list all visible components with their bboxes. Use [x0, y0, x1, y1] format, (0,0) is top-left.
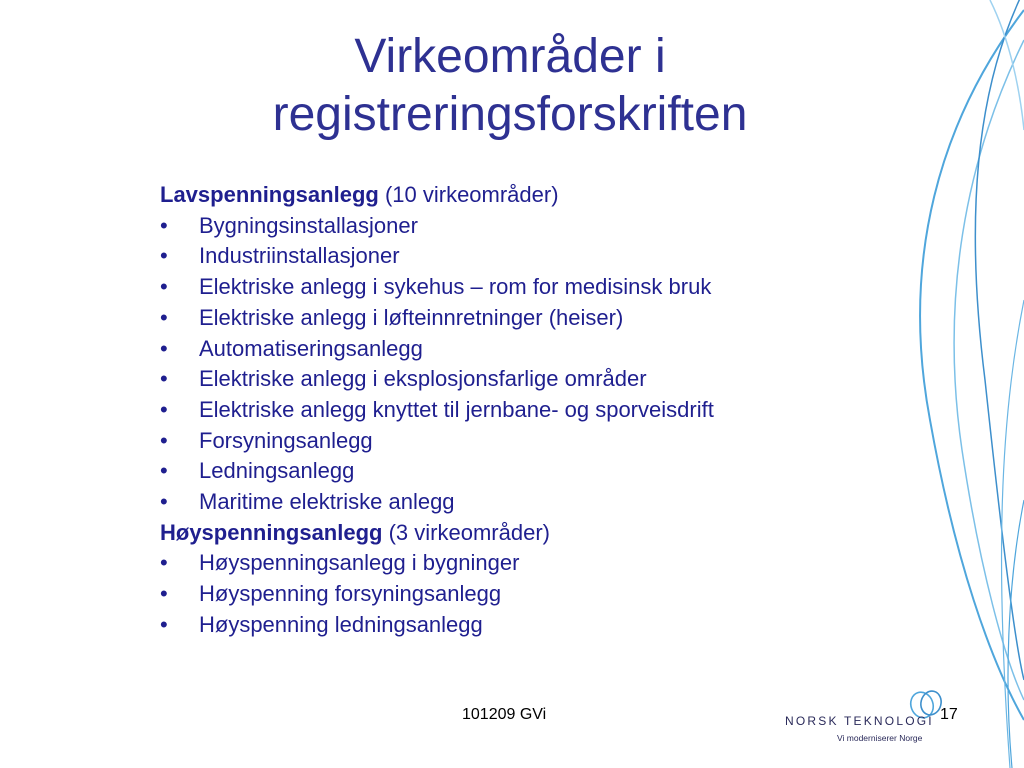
footer-date-code: 101209 GVi: [462, 706, 547, 723]
list-item: [160, 610, 860, 641]
section-heading-count: (10 virkeområder): [378, 182, 559, 207]
bullet-glyph: •: [160, 611, 168, 637]
company-logo: [785, 688, 945, 748]
slide-body: [160, 180, 860, 641]
section-heading-bold: Lavspenningsanlegg: [160, 182, 379, 207]
list-item-text: Elektriske anlegg i eksplosjonsfarlige områder: [199, 366, 647, 392]
section-heading-high-voltage: [160, 518, 860, 549]
bullet-glyph: •: [160, 489, 168, 515]
page-number: 17: [940, 706, 958, 723]
bullet-glyph: •: [160, 581, 168, 607]
curve-4: [990, 0, 1024, 130]
bullet-glyph: •: [160, 427, 168, 453]
slide-title: [130, 28, 890, 144]
list-item-text: Ledningsanlegg: [199, 458, 355, 484]
section-heading-count: (3 virkeområder): [382, 519, 550, 545]
list-item-text: Bygningsinstallasjoner: [199, 212, 418, 238]
bullet-glyph: •: [160, 212, 168, 238]
section-heading-bold: Høyspenningsanlegg: [160, 519, 383, 545]
list-item: [160, 579, 860, 610]
list-item: [160, 426, 860, 457]
list-item-text: Høyspenning forsyningsanlegg: [199, 581, 502, 607]
list-item: [160, 334, 860, 365]
bullet-glyph: •: [160, 366, 168, 392]
bullet-glyph: •: [160, 304, 168, 330]
list-item: [160, 364, 860, 395]
title-line-1: Virkeområder i: [354, 30, 666, 83]
list-item-text: Maritime elektriske anlegg: [199, 489, 455, 515]
curve-2: [954, 40, 1024, 700]
list-item-text: Forsyningsanlegg: [199, 427, 373, 453]
list-item: [160, 241, 860, 272]
list-item-text: Høyspenningsanlegg i bygninger: [199, 550, 520, 576]
logo-name: NORSK TEKNOLOGI: [785, 714, 934, 728]
bullet-glyph: •: [160, 243, 168, 269]
section-heading-low-voltage: [160, 180, 860, 211]
list-item: [160, 395, 860, 426]
list-item-text: Automatiseringsanlegg: [199, 335, 423, 361]
logo-tagline: Vi moderniserer Norge: [837, 733, 923, 743]
bullet-glyph: •: [160, 396, 168, 422]
list-item-text: Høyspenning ledningsanlegg: [199, 611, 483, 637]
title-line-2: registreringsforskriften: [272, 88, 748, 141]
list-item: [160, 211, 860, 242]
list-item-text: Industriinstallasjoner: [199, 243, 400, 269]
list-item: [160, 487, 860, 518]
list-item: [160, 272, 860, 303]
list-item: [160, 456, 860, 487]
list-item: [160, 548, 860, 579]
list-item-text: Elektriske anlegg i løfteinnretninger (heiser): [199, 304, 624, 330]
bullet-glyph: •: [160, 335, 168, 361]
bullet-glyph: •: [160, 458, 168, 484]
bullet-glyph: •: [160, 550, 168, 576]
list-item-text: Elektriske anlegg knyttet til jernbane- og sporveisdrift: [199, 396, 714, 422]
curve-1: [920, 10, 1024, 720]
list-item-text: Elektriske anlegg i sykehus – rom for medisinsk bruk: [199, 274, 712, 300]
bullet-glyph: •: [160, 274, 168, 300]
list-item: [160, 303, 860, 334]
